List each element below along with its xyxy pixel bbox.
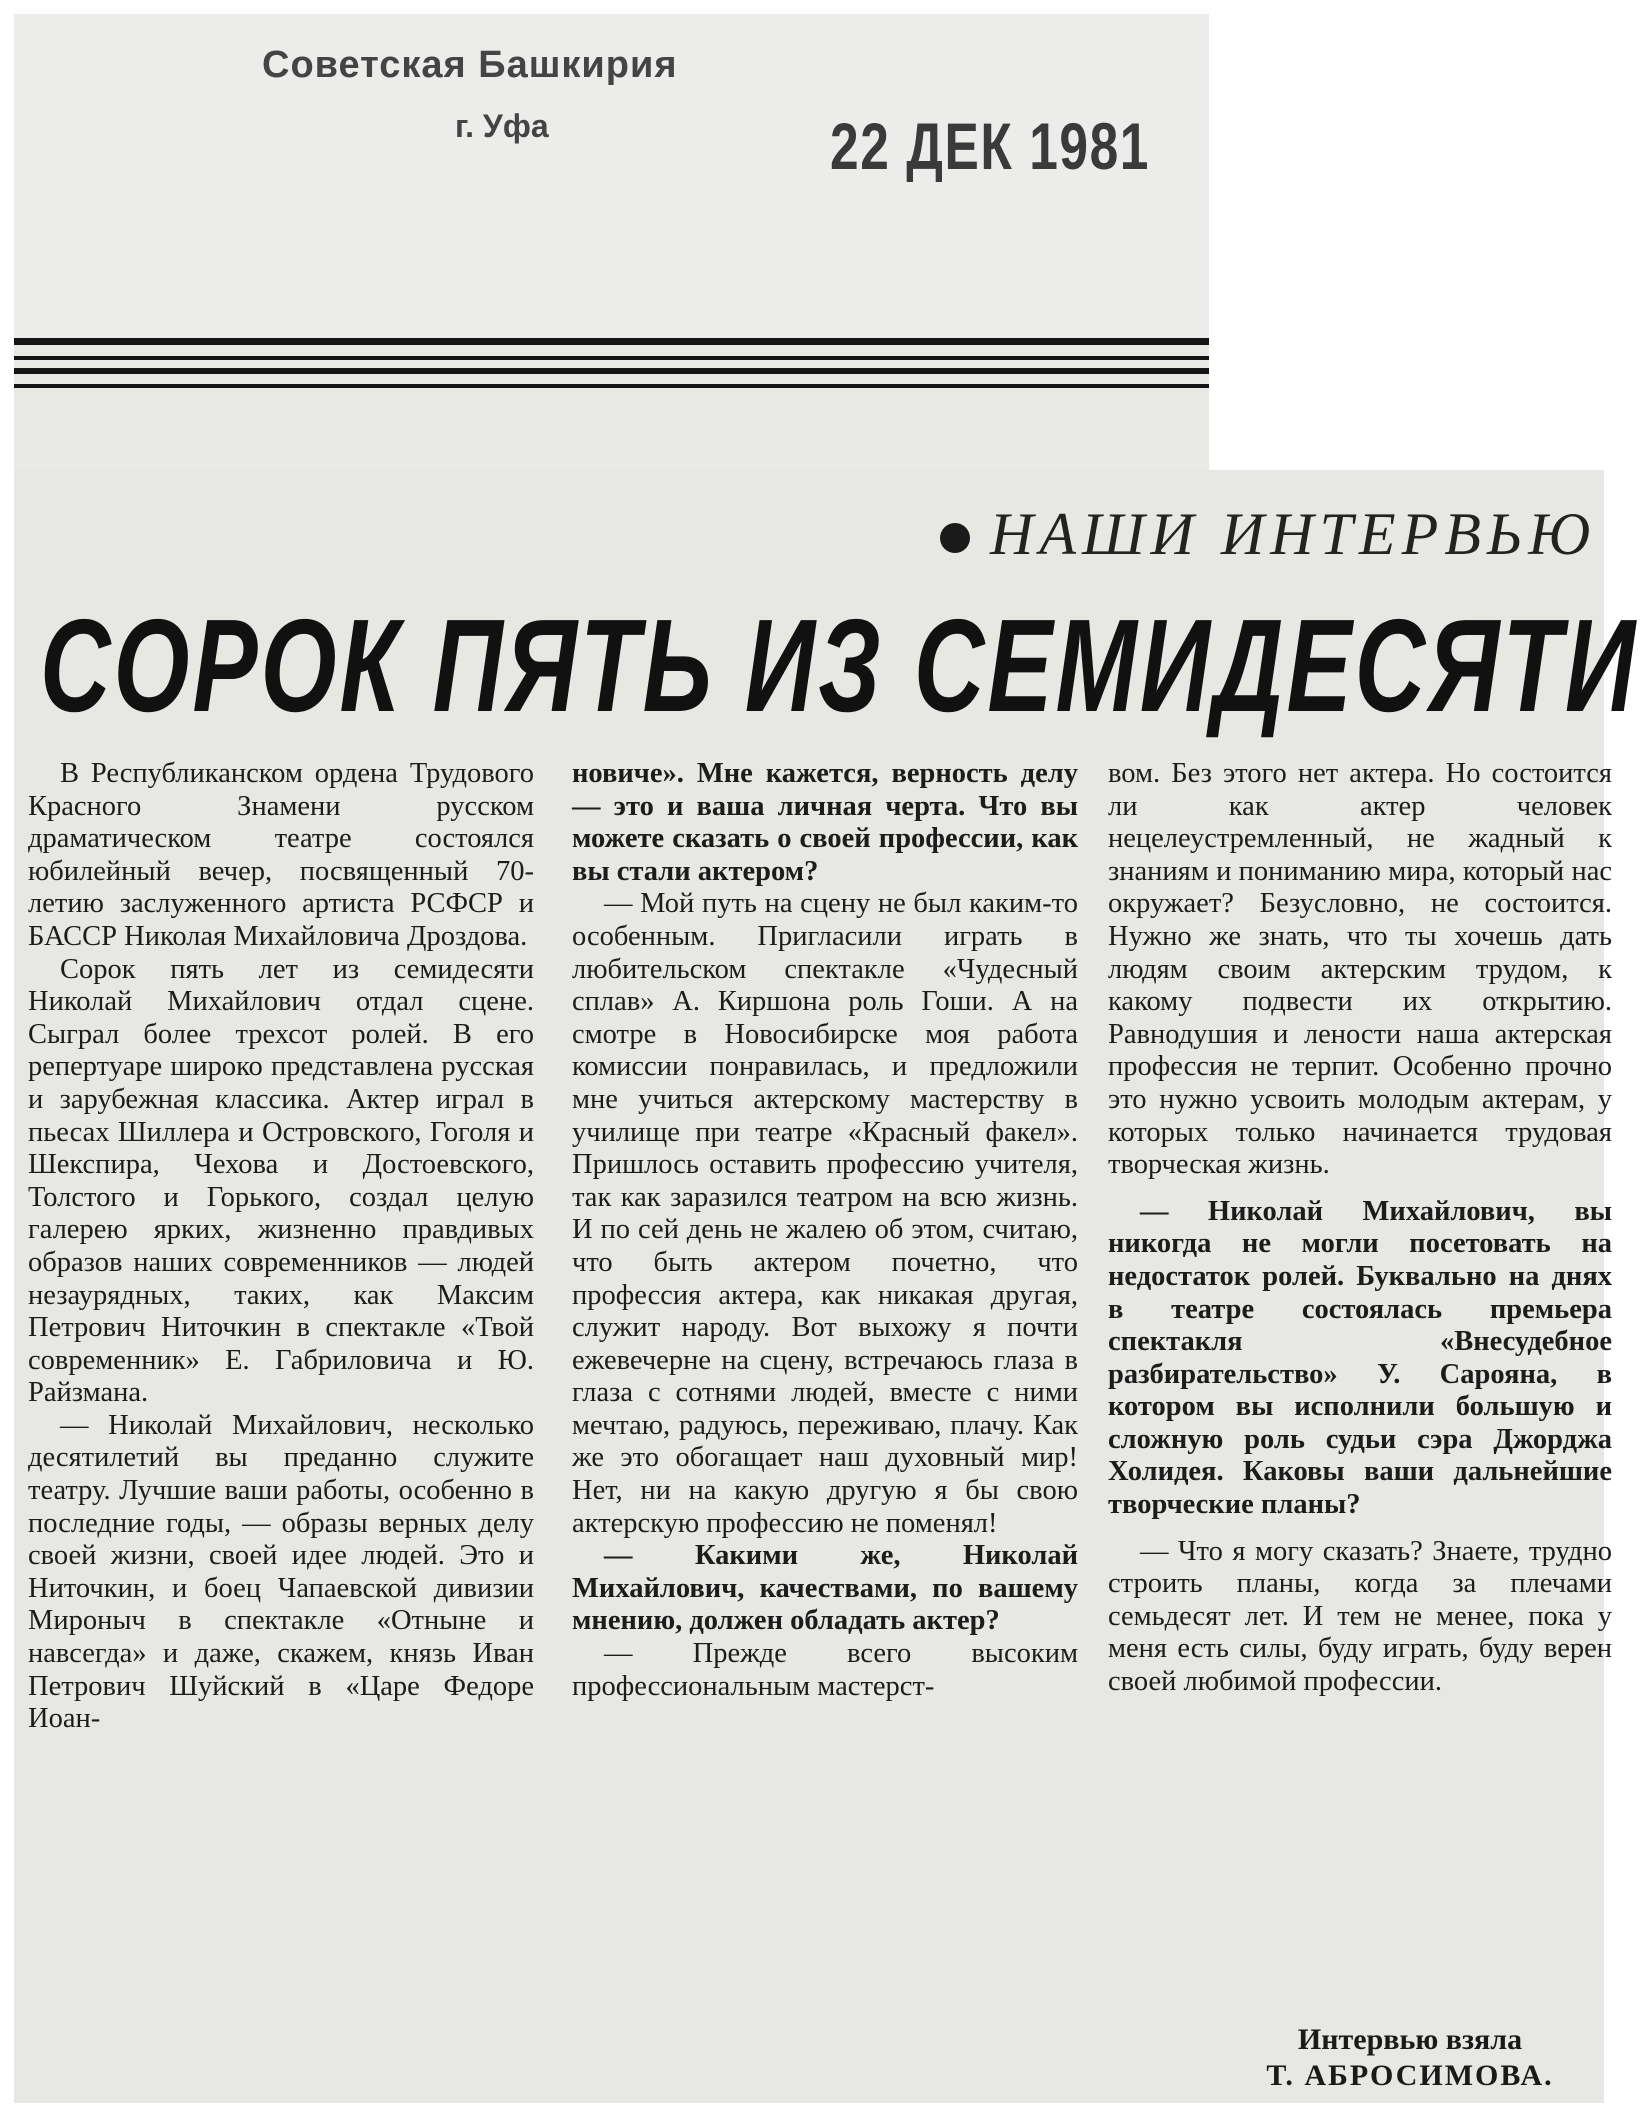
answer-paragraph: — Мой путь на сцену не был каким-то особенным. Пригласили играть в любительском спектакле «Чудесный сплав» А. Киршона роль Гоши. А на смотре в Новосибирске моя работа комиссии понравилась, и предложили мне учиться актерскому мастерству в училище при театре «Красный факел». Пришлось оставить профессию учителя, так как заразился театром на всю жизнь. И по сей день не жалею об этом, считаю, что быть актером почетно, что профессия актера, как никакая другая, служит народу. Вот выхожу я почти ежевечерне на сцену, встречаюсь глаза в глаза с сотнями людей, вместе с ними мечтаю, радуюсь, переживаю, плачу. Как же это обогащает наш духовный мир! Нет, ни на какую другую я бы свою актерскую профессию не поменял!: [572, 888, 1078, 1539]
question-paragraph: новиче». Мне кажется, верность делу — это и ваша личная черта. Что вы можете сказать о своей профессии, как вы стали актером?: [572, 758, 1078, 887]
question-paragraph: — Николай Михайлович, вы никогда не могли посетовать на недостаток ролей. Буквально на днях в театре состоялась премьера спектакля «Внесудебное разбирательство» У. Сарояна, в котором вы исполнили большую и сложную роль судьи сэра Джорджа Холидея. Каковы ваши дальнейшие творческие планы?: [1108, 1195, 1612, 1521]
byline-author: Т. АБРОСИМОВА.: [1266, 2059, 1554, 2092]
rubric-bullet-icon: [940, 523, 970, 553]
stamp-date: 22 ДЕК 1981: [830, 109, 1150, 183]
article-byline: [1230, 2022, 1590, 2094]
answer-paragraph: — Что я могу сказать? Знаете, трудно строить планы, когда за плечами семьдесят лет. И тем не менее, пока у меня есть силы, буду играть, буду верен своей любимой профессии.: [1108, 1535, 1612, 1698]
answer-paragraph: — Прежде всего высоким профессиональным мастерст-: [572, 1638, 1078, 1702]
decorative-rule-lines: [14, 338, 1209, 418]
question-paragraph: — Какими же, Николай Михайлович, качествами, по вашему мнению, должен обладать актер?: [572, 1540, 1078, 1637]
paragraph: — Николай Михайлович, несколько десятилетий вы преданно служите театру. Лучшие ваши работы, особенно в последние годы, — образы верных делу своей жизни, своей идее людей. Это и Ниточкин, и боец Чапаевской дивизии Мироныч в спектакле «Отныне и навсегда» и даже, скажем, князь Иван Петрович Шуйский в «Царе Федоре Иоан-: [28, 1409, 534, 1735]
stamp-city: г. Уфа: [455, 108, 549, 144]
article-column-1: [28, 758, 534, 1736]
rubric-label: НАШИ ИНТЕРВЬЮ: [990, 501, 1597, 567]
stamp-newspaper-name: Советская Башкирия: [262, 44, 678, 86]
paragraph: Сорок пять лет из семидесяти Николай Михайлович отдал сцене. Сыграл более трехсот ролей. В его репертуаре широко представлена русская и зарубежная классика. Актер играл в пьесах Шиллера и Островского, Гоголя и Шекспира, Чехова и Достоевского, Толстого и Горького, создал целую галерею ярких, жизненно правдивых образов наших современников — людей незаурядных, таких, как Максим Петрович Ниточкин в спектакле «Твой современник» Е. Габриловича и Ю. Райзмана.: [28, 953, 534, 1409]
answer-paragraph: вом. Без этого нет актера. Но состоится ли как актер человек нецелеустремленный, не жадный к знаниям и пониманию мира, который нас окружает? Безусловно, не состоится. Нужно же знать, что ты хочешь дать людям своим актерским трудом, к какому подвести их открытию. Равнодушия и лености наша актерская профессия не терпит. Особенно прочно это нужно усвоить молодым актерам, у которых только начинается трудовая творческая жизнь.: [1108, 758, 1612, 1181]
article-headline: СОРОК ПЯТЬ ИЗ СЕМИДЕСЯТИ: [40, 592, 1639, 739]
article-column-2: [572, 758, 1078, 1703]
paragraph: В Республиканском ордена Трудового Красного Знамени русском драматическом театре состоялся юбилейный вечер, посвященный 70-летию заслуженного артиста РСФСР и БАССР Николая Михайловича Дроздова.: [28, 758, 534, 952]
article-column-3: [1108, 758, 1612, 1699]
byline-label: Интервью взяла: [1297, 2023, 1523, 2056]
